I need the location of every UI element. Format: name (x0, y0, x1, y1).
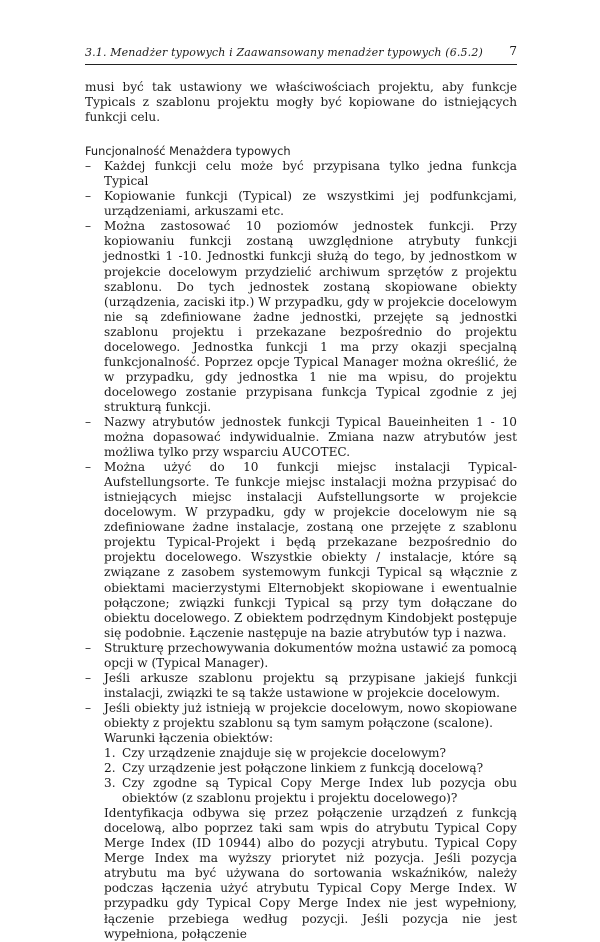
bullet-dash: – (85, 189, 92, 204)
list-item-text: Można zastosować 10 poziomów jednostek funkcji. Przy kopiowaniu funkcji zostaną uwzględnione atrybuty funkcji jednostki 1 -10. Jednostki funkcji służą do tego, by jednostkom w projekcie docelowym przydzielić archiwum sprzętów z projektu szablonu. Do tych jednostek zostaną skopiowane obiekty (urządzenia, zaciski itp.) W przypadku, gdy w projekcie docelowym nie są zdefiniowane żadne jednostki, przejęte są jednostki szablonu projektu i przekazane bezpośrednio do projektu docelowego. Jednostka funkcji 1 ma przy okazji specjalną funkcjonalność. Poprzez opcje Typical Manager można określić, że w przypadku, gdy jednostka 1 nie ma wpisu, do projektu docelowego zostanie przypisana funkcja Typical zgodnie z jej strukturą funkcji. (104, 219, 517, 414)
list-item-text: Czy urządzenie znajduje się w projekcie docelowym? (122, 746, 446, 761)
page-body (85, 80, 517, 942)
header-rule (85, 64, 517, 65)
list-item-text: Każdej funkcji celu może być przypisana tylko jedna funkcja Typical (104, 159, 517, 189)
bullet-dash: – (85, 159, 92, 174)
header-title: 3.1. Menadżer typowych i Zaawansowany menadżer typowych (6.5.2) (85, 46, 483, 59)
list-item (85, 701, 517, 731)
merge-conditions-label: Warunki łączenia obiektów: (104, 730, 274, 745)
list-item (104, 761, 517, 776)
bullet-dash: – (85, 640, 92, 655)
identification-paragraph: Identyfikacja odbywa się przez połączenie urządzeń z funkcją docelową, albo poprzez taki sam wpis do atrybutu Typical Copy Merge Index (ID 10944) albo do pozycji atrybutu. Typical Copy Merge Index ma wyższy priorytet niż pozycja. Jeśli pozycja atrybutu ma być używana do sortowania wskaźników, należy podczas łączenia użyć atrybutu Typical Copy Merge Index. W przypadku gdy Typical Copy Merge Index nie jest wypełniony, łączenie przebiega według pozycji. Jeśli pozycja nie jest wypełniona, połączenie (104, 806, 517, 941)
list-item-text: Czy urządzenie jest połączone linkiem z funkcją docelową? (122, 761, 484, 776)
list-number: 2. (104, 761, 116, 776)
bullet-dash: – (85, 670, 92, 685)
list-item (85, 189, 517, 219)
bullet-dash: – (85, 414, 92, 429)
intro-paragraph: musi być tak ustawiony we właściwościach projektu, aby funkcje Typicals z szablonu projektu mogły być kopiowane do istniejących funkcji celu. (85, 80, 517, 125)
bullet-dash: – (85, 219, 92, 234)
list-item (85, 415, 517, 460)
list-number: 1. (104, 746, 116, 761)
list-item (85, 641, 517, 671)
page-number: 7 (509, 44, 517, 58)
list-item-text: Jeśli arkusze szablonu projektu są przypisane jakiejś funkcji instalacji, związki te są także ustawione w projekcie docelowym. (104, 670, 517, 700)
list-item (85, 159, 517, 189)
list-item (104, 746, 517, 761)
section-heading: Funcjonalność Menażdera typowych (85, 144, 291, 159)
running-header (85, 45, 517, 63)
list-item-text: Nazwy atrybutów jednostek funkcji Typical Baueinheiten 1 - 10 można dopasować indywidualnie. Zmiana nazw atrybutów jest możliwa tylko przy wsparciu AUCOTEC. (104, 414, 517, 460)
list-item-text: Czy zgodne są Typical Copy Merge Index lub pozycja obu obiektów (z szablonu projektu i projektu docelowego)? (122, 776, 517, 806)
bullet-dash: – (85, 460, 92, 475)
feature-list (85, 159, 517, 731)
list-item (85, 671, 517, 701)
list-number: 3. (104, 776, 116, 791)
bullet-dash: – (85, 700, 92, 715)
list-item-text: Kopiowanie funkcji (Typical) ze wszystkimi jej podfunkcjami, urządzeniami, arkuszami etc. (104, 189, 517, 219)
list-item-text: Jeśli obiekty już istnieją w projekcie docelowym, nowo skopiowane obiekty z projektu szablonu są tym samym połączone (scalone). (104, 700, 517, 730)
merge-conditions-list (85, 746, 517, 806)
list-item (85, 460, 517, 641)
list-item (85, 219, 517, 415)
list-item-text: Strukturę przechowywania dokumentów można ustawić za pomocą opcji w (Typical Manager). (104, 640, 517, 670)
list-item-text: Można użyć do 10 funkcji miejsc instalacji Typical-Aufstellungsorte. Te funkcje miejsc instalacji można przypisać do istniejących miejsc instalacji Aufstellungsorte w projekcie docelowym. W przypadku, gdy w projekcie docelowym nie są zdefiniowane żadne instalacje, zostaną one przejęte z szablonu projektu Typical-Projekt i będą przekazane bezpośrednio do projektu docelowego. Wszystkie obiekty / instalacje, które są związane z zasobem systemowym funkcji Typical są włącznie z obiektami macierzystymi Elternobjekt skopiowane i ewentualnie połączone; związki funkcji Typical są przy tym dołączane do obiektu docelowego. Z obiektem podrzędnym Kindobjekt postępuje się podobnie. Łączenie następuje na bazie atrybutów typ i nazwa. (104, 460, 517, 640)
list-item (104, 776, 517, 806)
